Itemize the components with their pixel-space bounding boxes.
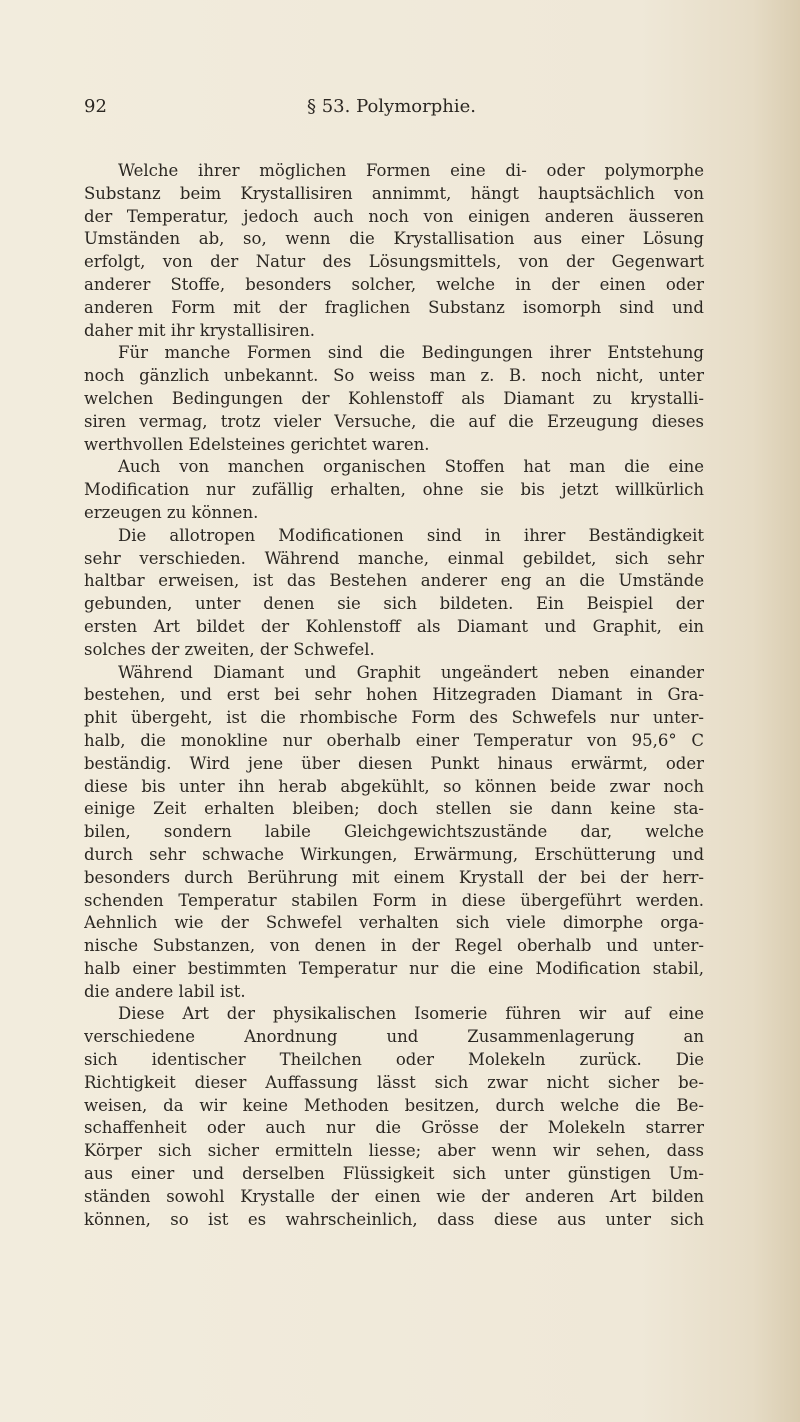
text-line: beständig. Wird jene über diesen Punkt hinaus erwärmt, oder <box>84 753 704 773</box>
text-line: halb einer bestimmten Temperatur nur die eine Modification stabil, <box>84 958 704 978</box>
running-head: § 53. Polymorphie. <box>307 96 476 117</box>
text-line: Umständen ab, so, wenn die Krystallisation aus einer Lösung <box>84 229 704 249</box>
text-line: ersten Art bildet der Kohlenstoff als Diamant und Graphit, ein <box>84 616 704 636</box>
text-line: anderer Stoffe, besonders solcher, welche in der einen oder <box>84 274 704 294</box>
text-line: besonders durch Berührung mit einem Krystall der bei der herr- <box>84 867 704 887</box>
text-line: nische Substanzen, von denen in der Regel oberhalb und unter- <box>84 936 704 956</box>
text-line: Modification nur zufällig erhalten, ohne sie bis jetzt willkürlich <box>84 480 704 500</box>
text-line: erzeugen zu können. <box>84 502 259 522</box>
text-line: einige Zeit erhalten bleiben; doch stellen sie dann keine sta- <box>84 799 704 819</box>
body-text <box>84 160 704 1231</box>
text-line: sich identischer Theilchen oder Molekeln zurück. Die <box>84 1050 704 1070</box>
text-line: der Temperatur, jedoch auch noch von einigen anderen äusseren <box>84 206 704 226</box>
text-line: noch gänzlich unbekannt. So weiss man z. B. noch nicht, unter <box>84 366 704 386</box>
text-line: haltbar erweisen, ist das Bestehen anderer eng an die Umstände <box>84 571 704 591</box>
text-line: weisen, da wir keine Methoden besitzen, durch welche die Be- <box>84 1095 704 1115</box>
text-line: verschiedene Anordnung und Zusammenlagerung an <box>84 1027 704 1047</box>
text-line: gebunden, unter denen sie sich bildeten. Ein Beispiel der <box>84 594 704 614</box>
text-line: anderen Form mit der fraglichen Substanz isomorph sind und <box>84 297 704 317</box>
text-line: Welche ihrer möglichen Formen eine di- oder polymorphe <box>118 161 704 180</box>
page-number: 92 <box>84 96 107 117</box>
text-line: solches der zweiten, der Schwefel. <box>84 639 375 659</box>
text-line: Richtigkeit dieser Auffassung lässt sich zwar nicht sicher be- <box>84 1072 704 1092</box>
text-line: erfolgt, von der Natur des Lösungsmittels, von der Gegenwart <box>84 252 704 272</box>
text-line: diese bis unter ihn herab abgekühlt, so können beide zwar noch <box>84 776 704 796</box>
text-line: aus einer und derselben Flüssigkeit sich unter günstigen Um- <box>84 1164 704 1184</box>
text-line: Körper sich sicher ermitteln liesse; aber wenn wir sehen, dass <box>84 1141 704 1161</box>
text-line: können, so ist es wahrscheinlich, dass diese aus unter sich <box>84 1209 704 1229</box>
paragraph <box>84 342 704 456</box>
paragraph <box>84 160 704 342</box>
text-line: Während Diamant und Graphit ungeändert neben einander <box>118 662 704 682</box>
text-line: Auch von manchen organischen Stoffen hat man die eine <box>118 457 704 477</box>
text-line: werthvollen Edelsteines gerichtet waren. <box>84 434 430 454</box>
text-line: phit übergeht, ist die rhombische Form des Schwefels nur unter- <box>84 708 704 728</box>
page-header <box>84 92 704 122</box>
text-line: schenden Temperatur stabilen Form in diese übergeführt werden. <box>84 890 704 910</box>
text-line: siren vermag, trotz vieler Versuche, die auf die Erzeugung dieses <box>84 411 704 431</box>
text-line: Substanz beim Krystallisiren annimmt, hängt hauptsächlich von <box>84 183 704 203</box>
paragraph <box>84 456 704 524</box>
text-line: daher mit ihr krystallisiren. <box>84 320 315 340</box>
text-line: schaffenheit oder auch nur die Grösse der Molekeln starrer <box>84 1118 704 1138</box>
text-line: welchen Bedingungen der Kohlenstoff als Diamant zu krystalli- <box>84 388 704 408</box>
text-line: Die allotropen Modificationen sind in ihrer Beständigkeit <box>118 525 704 545</box>
text-line: die andere labil ist. <box>84 981 246 1001</box>
text-line: Diese Art der physikalischen Isomerie führen wir auf eine <box>118 1004 704 1024</box>
text-line: halb, die monokline nur oberhalb einer Temperatur von 95,6° C <box>84 730 704 750</box>
text-line: sehr verschieden. Während manche, einmal gebildet, sich sehr <box>84 548 704 568</box>
paragraph <box>84 1003 704 1231</box>
text-line: Für manche Formen sind die Bedingungen ihrer Entstehung <box>118 343 704 363</box>
paragraph <box>84 525 704 662</box>
paragraph <box>84 662 704 1004</box>
text-line: bilen, sondern labile Gleichgewichtszustände dar, welche <box>84 822 704 842</box>
text-line: Aehnlich wie der Schwefel verhalten sich viele dimorphe orga- <box>84 913 704 933</box>
text-line: ständen sowohl Krystalle der einen wie der anderen Art bilden <box>84 1186 704 1206</box>
text-line: bestehen, und erst bei sehr hohen Hitzegraden Diamant in Gra- <box>84 685 704 705</box>
text-line: durch sehr schwache Wirkungen, Erwärmung, Erschütterung und <box>84 844 704 864</box>
